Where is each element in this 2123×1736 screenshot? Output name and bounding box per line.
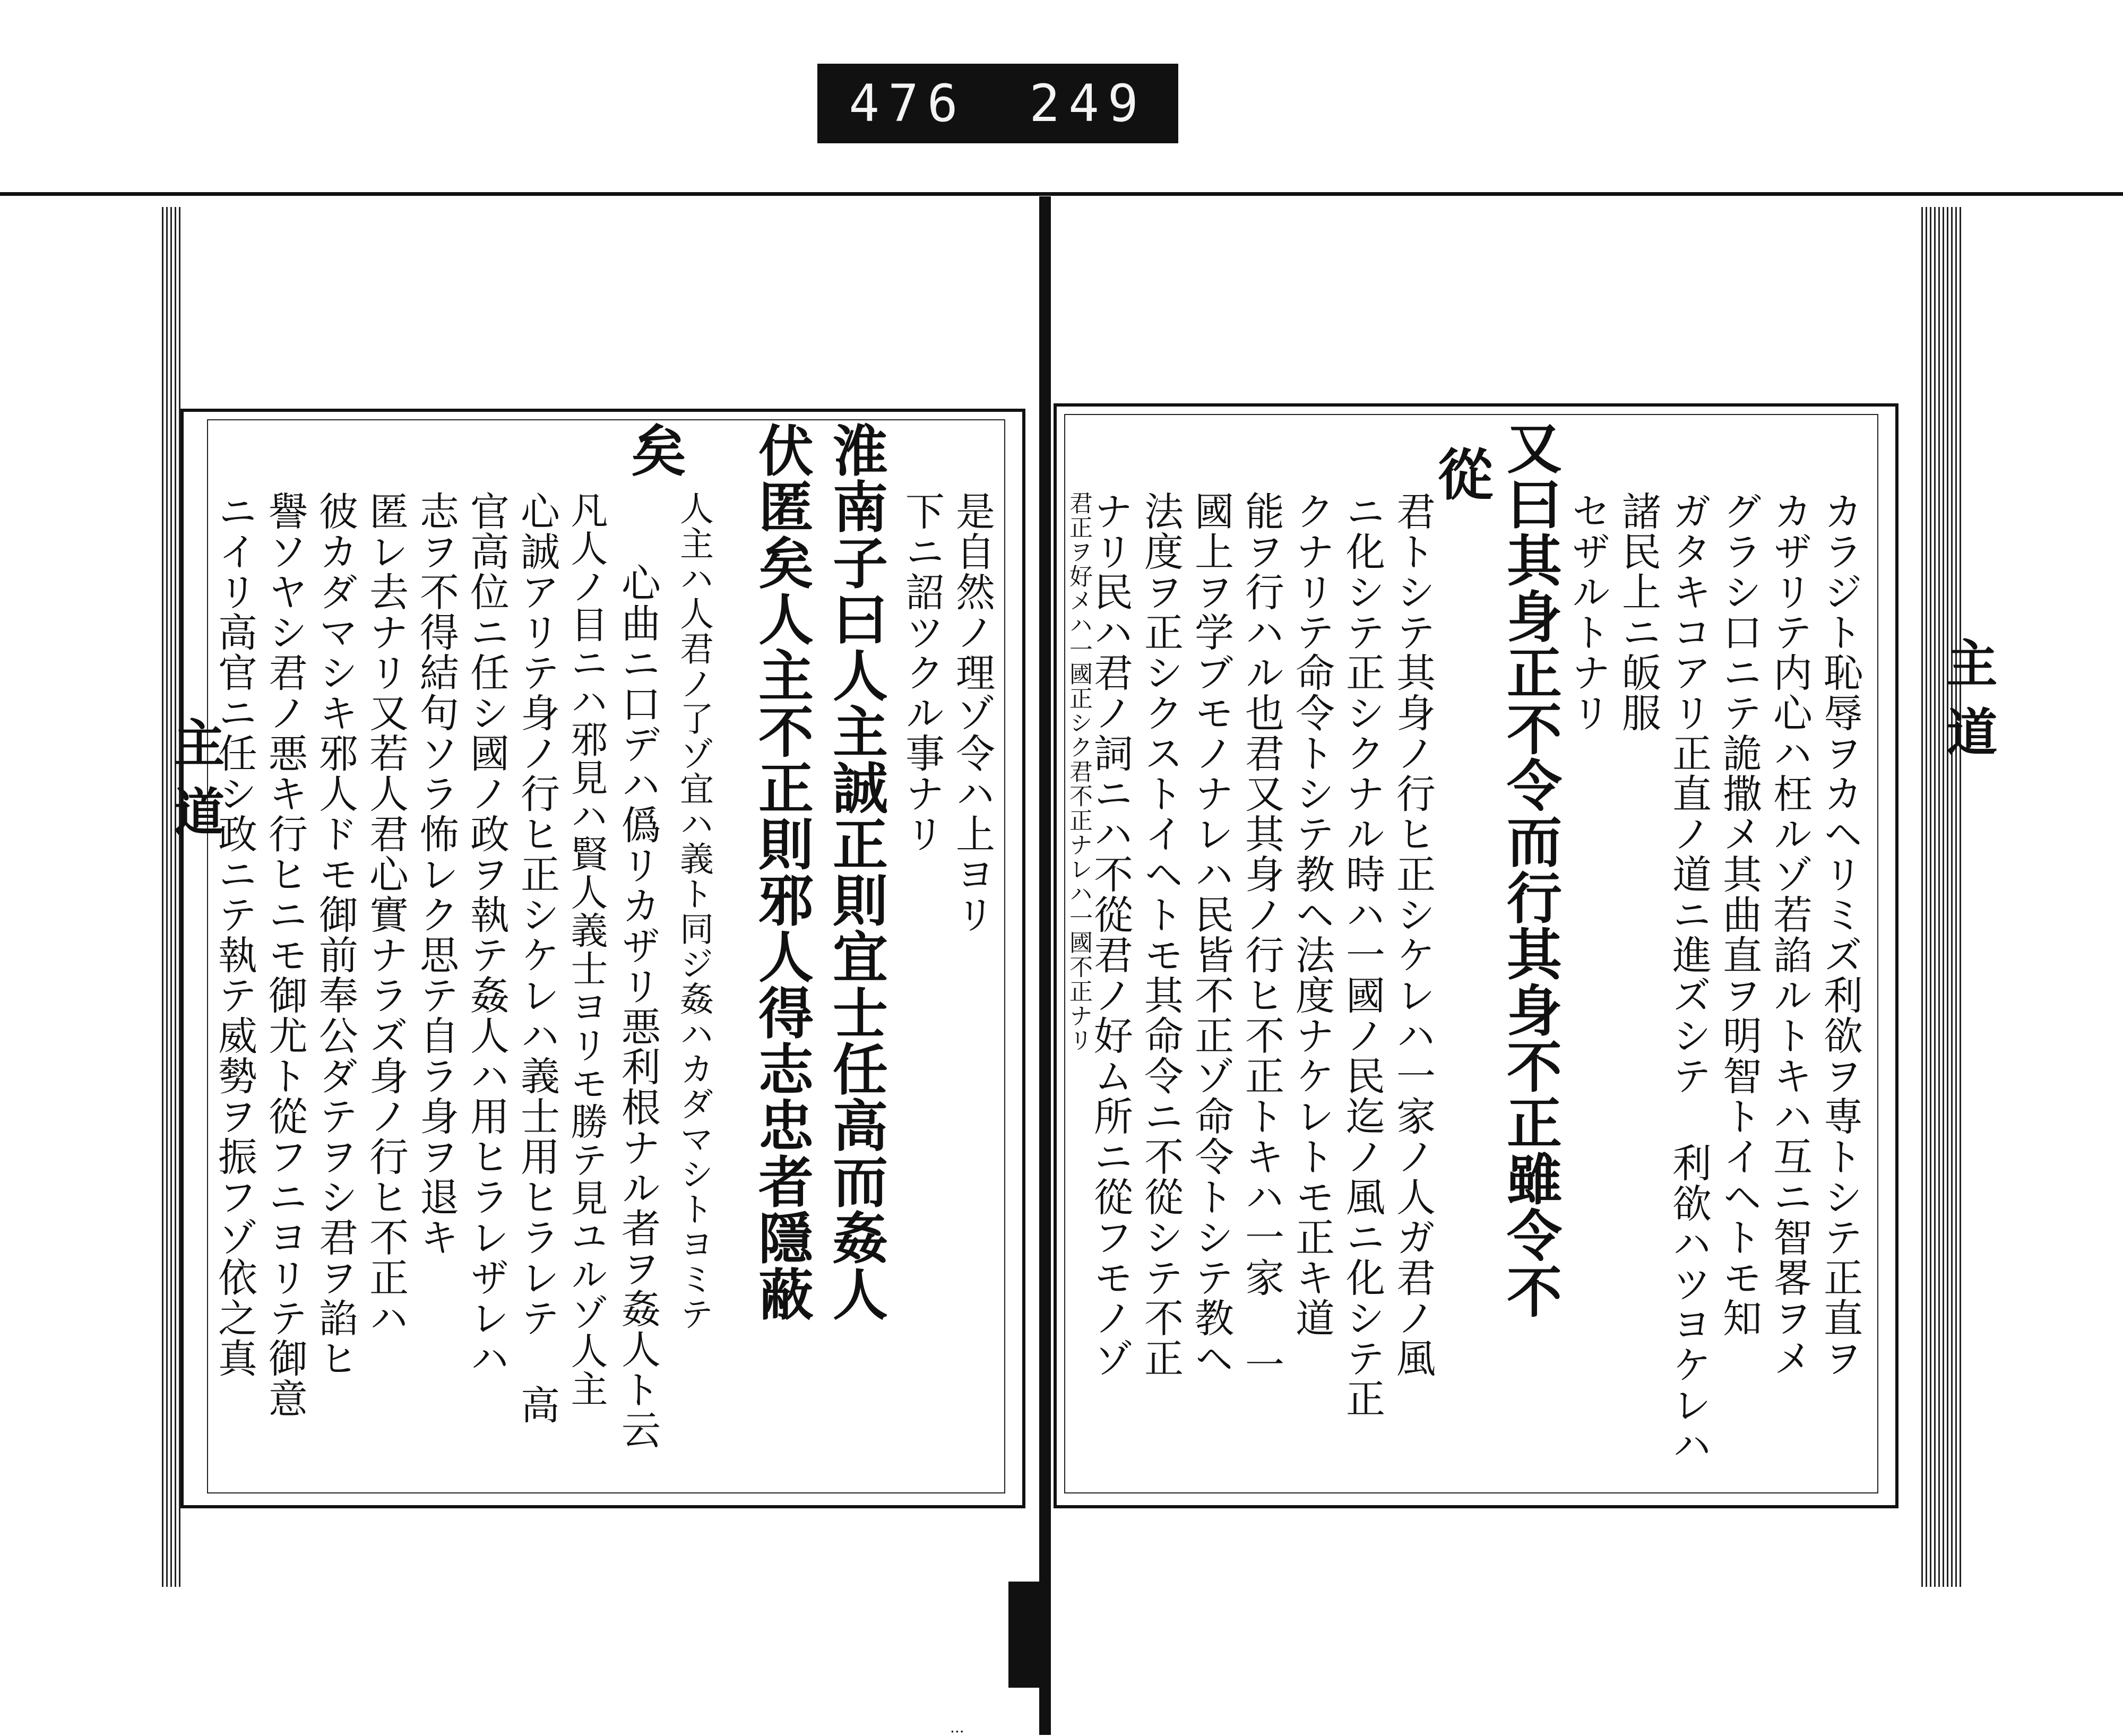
text-column: グラシ口ニテ詭撒メ其曲直ヲ明智トイヘトモ知	[1716, 491, 1762, 1338]
text-column: カザリテ内心ハ枉ルゾ若諂ルトキハ互ニ智畧ヲメ	[1767, 491, 1813, 1378]
text-column: 人主ハ人君ノ了ゾ宜ハ義ト同ジ姦ハカダマシトヨミテ	[674, 491, 713, 1332]
text-column: 匿レ去ナリ又若人君心實ナラズ身ノ行ヒ不正ハ	[363, 491, 409, 1338]
right-margin-header: 主 道	[1938, 637, 1998, 757]
text-column: 法度ヲ正シクストイヘトモ其命令ニ不從シテ不正	[1138, 491, 1184, 1378]
left-page-edge	[162, 207, 183, 1587]
text-column-main: 矣	[622, 422, 687, 478]
text-column: ガタキコアリ正直ノ道ニ進ズシテ 利欲ハツヨケレハ	[1666, 491, 1712, 1465]
text-column: 譽ソヤシ君ノ悪キ行ヒニモ御尤ト從フニヨリテ御意	[262, 491, 308, 1419]
text-column: カラジト恥辱ヲカヘリミズ利欲ヲ専トシテ正直ヲ	[1817, 491, 1863, 1378]
archive-label-left-number: 476	[849, 74, 966, 133]
book-spine	[1039, 196, 1051, 1735]
text-column-main: 伏匿矣人主不正則邪人得志忠者隱蔽	[749, 422, 814, 1322]
text-column: 君トシテ其身ノ行ヒ正シケレハ一家ノ人ガ君ノ風	[1390, 491, 1436, 1378]
text-column: ナリ民ハ君ノ詞ニハ不從君ノ好ム所ニ從フモノゾ	[1088, 491, 1133, 1378]
text-column: 官高位ニ任シ國ノ政ヲ執テ姦人ハ用ヒラレザレハ	[464, 491, 510, 1378]
text-column: 心誠アリテ身ノ行ヒ正シケレハ義士用ヒラレテ 高	[514, 491, 560, 1425]
text-column: 彼カダマシキ邪人ドモ御前奉公ダテヲシ君ヲ諂ヒ	[313, 491, 358, 1378]
text-column: 君正ヲ好メハ一國正シク君不正ナレハ一國不正ナリ	[1065, 491, 1092, 1052]
text-column-main: 從	[1428, 446, 1494, 502]
text-column: 國上ヲ学ブモノナレハ民皆不正ゾ命令トシテ教ヘ	[1188, 491, 1234, 1378]
text-column: 諸民上ニ皈服	[1616, 491, 1661, 733]
archive-label	[817, 64, 1178, 143]
text-column: クナリテ命令トシテ教ヘ法度ナケレトモ正キ道	[1289, 491, 1335, 1338]
text-column: 下ニ詔ツクル事ナリ	[899, 491, 945, 854]
text-column: 志ヲ不得結句ソラ怖レク思テ自ラ身ヲ退キ	[413, 491, 459, 1257]
text-column: ニ化シテ正シクナル時ハ一國ノ民迄ノ風ニ化シテ正	[1340, 491, 1385, 1419]
text-column: 能ヲ行ハル也君又其身ノ行ヒ不正トキハ一家 一	[1239, 491, 1284, 1385]
bottom-marker: ...	[950, 1718, 964, 1736]
text-column: 心曲ニ口デハ僞リカザリ悪利根ナル者ヲ姦人ト云	[615, 563, 661, 1450]
text-column-main: 淮南子曰人主誠正則宜士任高而姦人	[823, 422, 888, 1322]
spine-tab	[1008, 1582, 1040, 1688]
text-column: 是自然ノ理ゾ令ハ上ヨリ	[950, 491, 995, 935]
archive-label-right-number: 249	[1029, 74, 1147, 133]
text-column-main: 又曰其身正不令而行其身不正雖令不	[1497, 419, 1563, 1319]
text-column: 凡人ノ目ニハ邪見ハ賢人義士ヨリモ勝テ見ユルゾ人主	[565, 491, 608, 1408]
right-page-edge	[1921, 207, 1964, 1587]
top-rule	[0, 192, 2123, 196]
left-margin-header: 主 道	[166, 716, 226, 836]
text-column: セザルトナリ	[1565, 491, 1611, 733]
text-column: ニイリ高官ニ任シ政ニテ執テ威勢ヲ振フゾ依之真	[212, 491, 257, 1378]
